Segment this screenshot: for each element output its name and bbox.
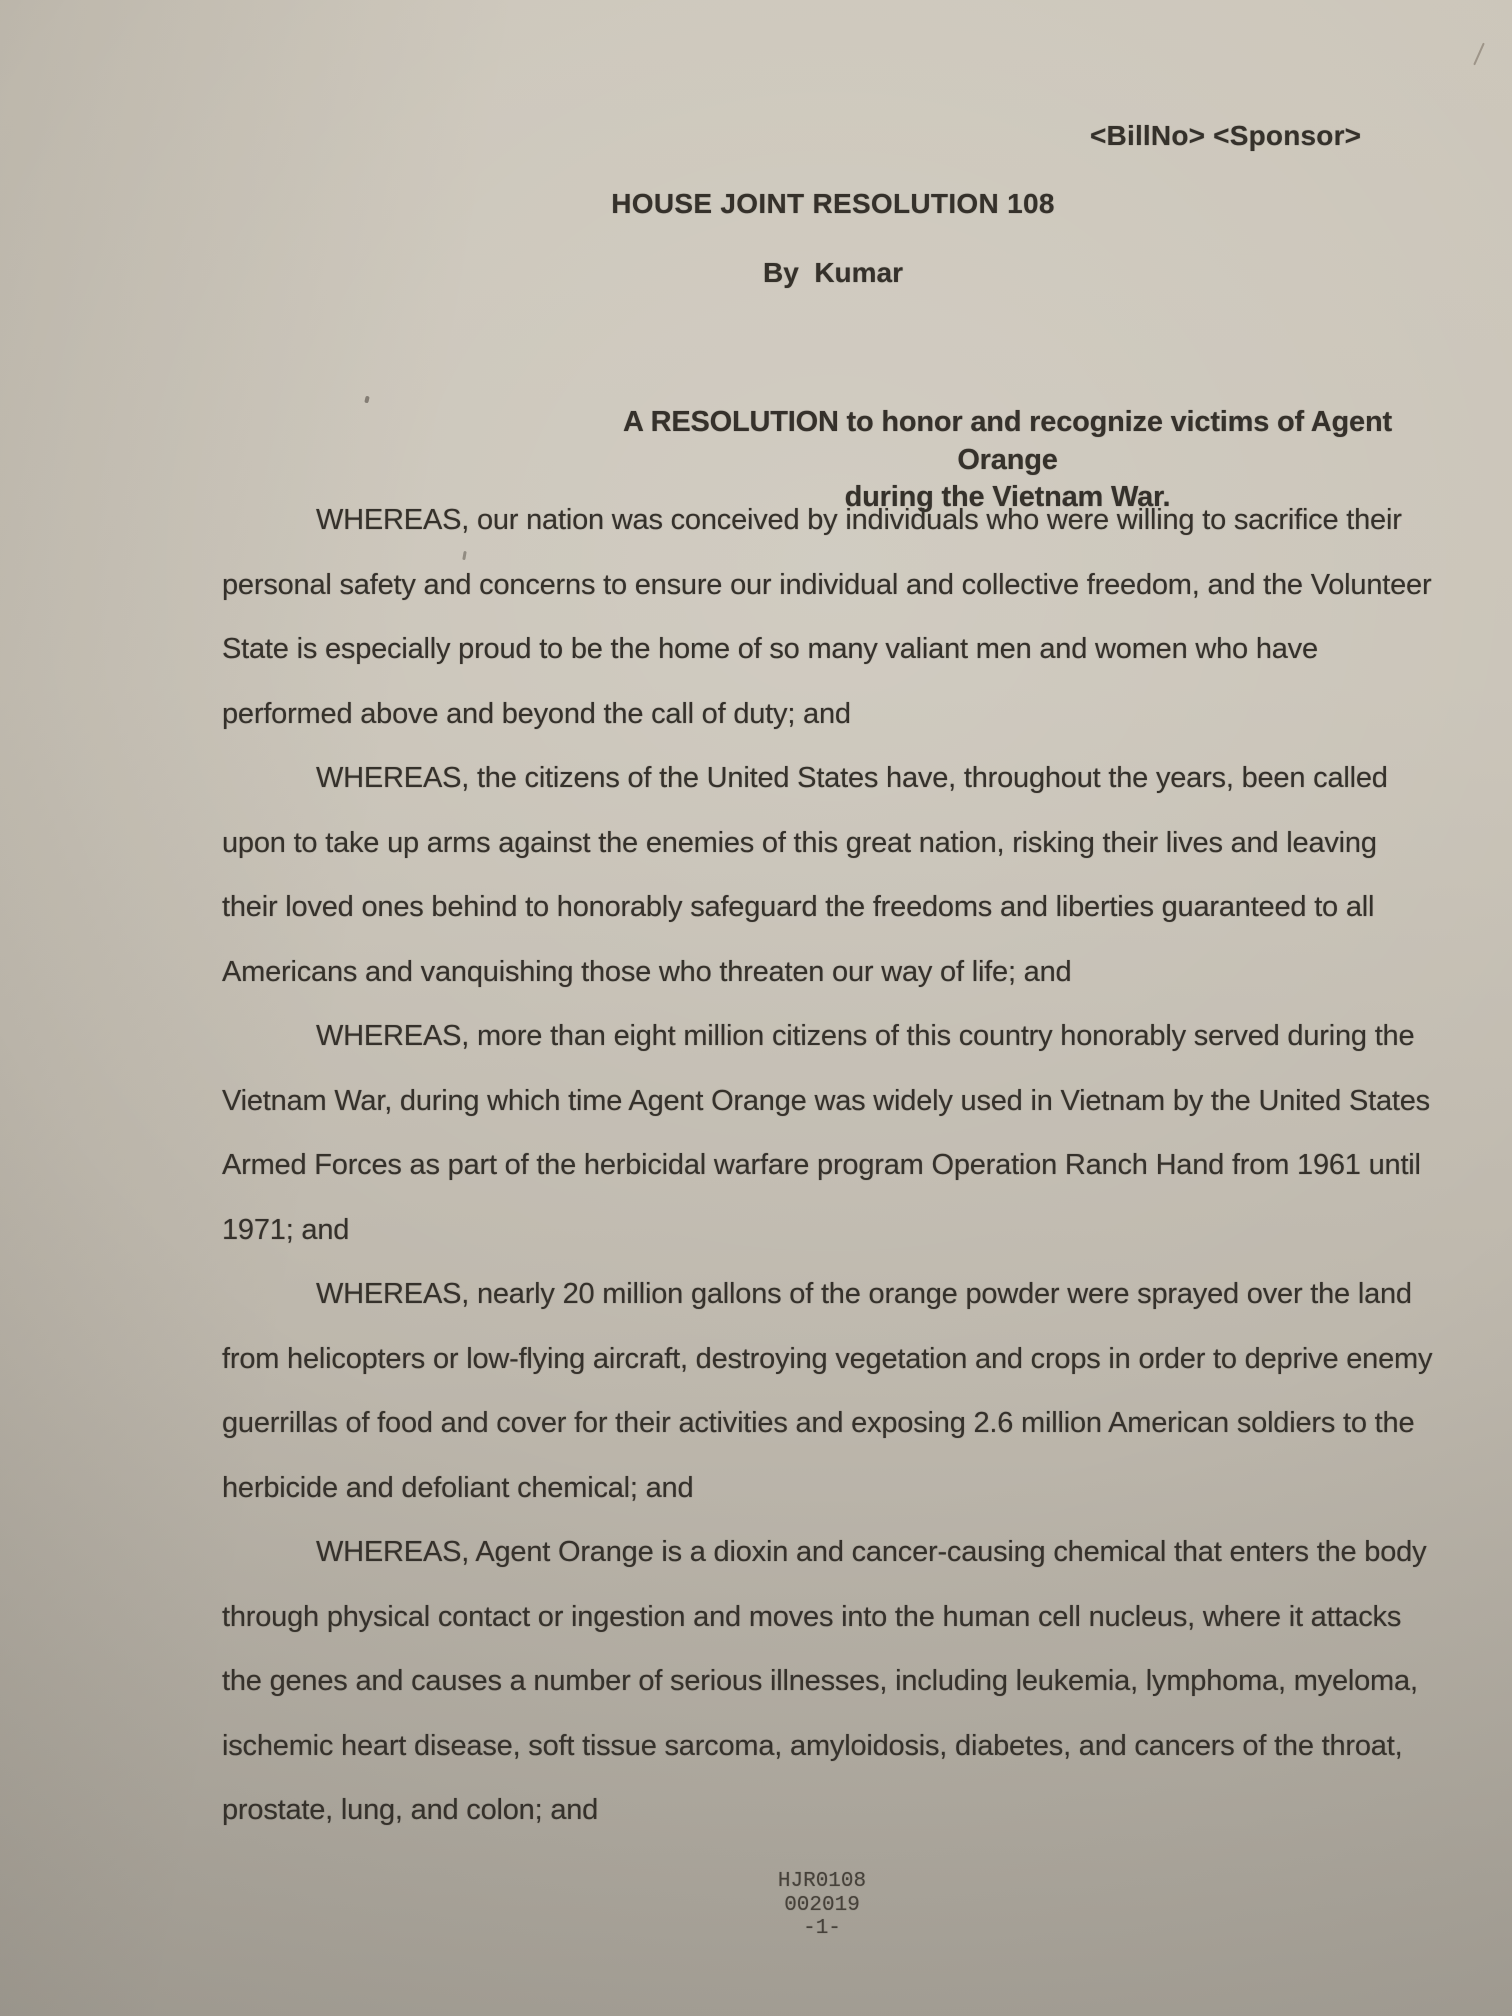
bill-placeholder: <BillNo> <Sponsor> bbox=[1090, 120, 1362, 151]
document-body bbox=[222, 488, 1437, 1843]
page-footer bbox=[622, 1870, 1022, 1941]
paper-speck bbox=[364, 396, 370, 404]
whereas-paragraph-4: WHEREAS, nearly 20 million gallons of the orange powder were sprayed over the land from helicopters or low-flying aircraft, destroying vegetation and crops in order to deprive enemy guerrillas of food and cover for their activities and exposing 2.6 million American soldiers to the herbicide and defoliant chemical; and bbox=[222, 1278, 1433, 1504]
whereas-paragraph-5: WHEREAS, Agent Orange is a dioxin and cancer-causing chemical that enters the body through physical contact or ingestion and moves into the human cell nucleus, where it attacks the genes and causes a number of serious illnesses, including leukemia, lymphoma, myeloma, ischemic heart disease, soft tissue sarcoma, amyloidosis, diabetes, and cancers of the throat, prostate, lung, and colon; and bbox=[222, 1536, 1427, 1826]
footer-doc-id: HJR0108 bbox=[777, 1870, 867, 1893]
byline: By Kumar bbox=[762, 257, 904, 288]
caption-line-2: during the Vietnam War. bbox=[844, 481, 1171, 513]
footer-doc-code: 002019 bbox=[784, 1893, 860, 1917]
footer-page-number: -1- bbox=[803, 1917, 841, 1940]
title-block bbox=[433, 188, 1233, 220]
paper-fiber bbox=[1473, 43, 1485, 66]
caption-line-1: A RESOLUTION to honor and recognize victims of Agent Orange bbox=[623, 406, 1392, 476]
whereas-paragraph-2: WHEREAS, the citizens of the United States have, throughout the years, been called upon to take up arms against the enemies of this great nation, risking their lives and leaving their loved ones behind to honorably safeguard the freedoms and liberties guaranteed to all Americans and vanquishing those who threaten our way of life; and bbox=[222, 762, 1388, 988]
whereas-paragraph-1: WHEREAS, our nation was conceived by individuals who were willing to sacrifice their personal safety and concerns to ensure our individual and collective freedom, and the Volunteer State is especially proud to be the home of so many valiant men and women who have performed above and beyond the call of duty; and bbox=[222, 504, 1432, 730]
document-title: HOUSE JOINT RESOLUTION 108 bbox=[611, 188, 1055, 219]
whereas-paragraph-3: WHEREAS, more than eight million citizens of this country honorably served during the Vietnam War, during which time Agent Orange was widely used in Vietnam by the United States Armed Forces as part of the herbicidal warfare program Operation Ranch Hand from 1961 until 1971; and bbox=[222, 1020, 1430, 1246]
